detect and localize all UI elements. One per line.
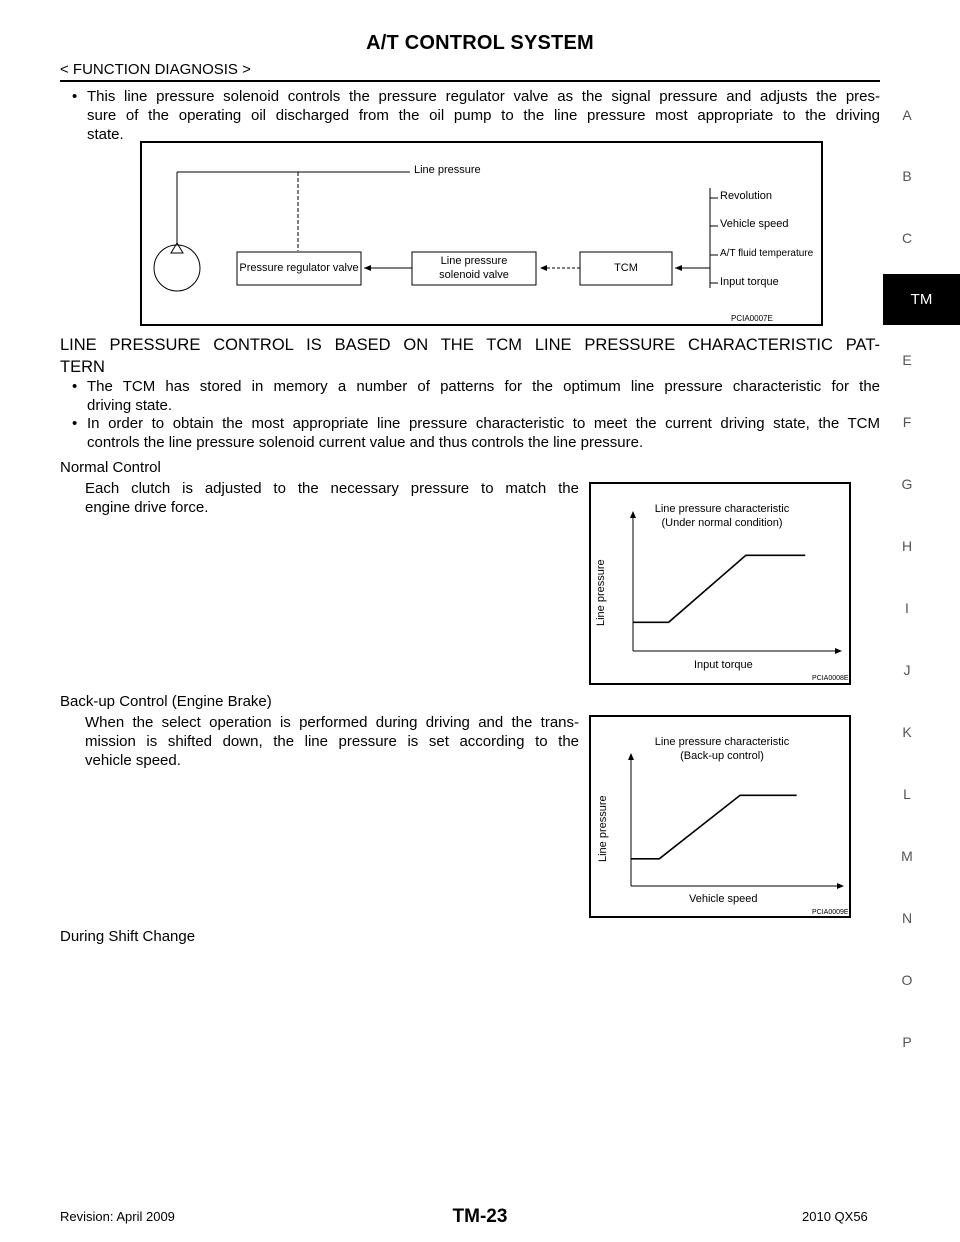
sidebar-letter-b[interactable]: B — [902, 168, 912, 184]
breadcrumb: < FUNCTION DIAGNOSIS > — [60, 61, 251, 78]
sidebar-letter-j[interactable]: J — [903, 662, 911, 678]
backup-text-line3: vehicle speed. — [85, 752, 181, 769]
line-pressure-label: Line pressure — [414, 164, 481, 176]
chart2-ylabel: Line pressure — [597, 795, 609, 862]
sidebar-letter-n[interactable]: N — [901, 910, 913, 926]
sidebar-tab-tm[interactable]: TM — [883, 274, 960, 325]
sidebar-letter-k[interactable]: K — [902, 724, 912, 740]
intro-line-3: state. — [87, 126, 124, 143]
input-torque: Input torque — [720, 276, 779, 288]
chart2-subtitle: (Back-up control) — [680, 750, 764, 762]
section-bullet-2-line1: In order to obtain the most appropriate line pressure characteristic to meet the current driving state, the TCM — [87, 415, 880, 432]
solenoid-valve-label — [412, 254, 536, 282]
section-bullet-2 — [72, 414, 880, 452]
section-bullet-1 — [72, 377, 880, 415]
sidebar-letter-e[interactable]: E — [902, 352, 912, 368]
solenoid-label-line2: solenoid valve — [439, 269, 509, 281]
sidebar-letter-a[interactable]: A — [902, 107, 912, 123]
tcm-label: TCM — [614, 262, 638, 274]
chart2-title-block — [591, 735, 853, 763]
page-number: TM-23 — [452, 1206, 508, 1227]
solenoid-label-line1: Line pressure — [440, 255, 508, 267]
chart1-title: Line pressure characteristic — [654, 503, 790, 515]
input-revolution: Revolution — [720, 190, 772, 202]
footer-model: 2010 QX56 — [802, 1209, 868, 1224]
section-bullet-1-line1: The TCM has stored in memory a number of patterns for the optimum line pressure characteristic for the — [87, 378, 880, 395]
sidebar-letter-o[interactable]: O — [901, 972, 913, 988]
sidebar-letter-h[interactable]: H — [901, 538, 913, 554]
sidebar-letter-g[interactable]: G — [901, 476, 913, 492]
section-bullet-1-line2: driving state. — [87, 397, 173, 414]
chart1-xlabel: Input torque — [694, 659, 753, 671]
backup-text-line1: When the select operation is performed during driving and the trans- — [85, 714, 579, 731]
backup-control-title: Back-up Control (Engine Brake) — [60, 693, 272, 710]
chart-backup-control — [589, 715, 851, 918]
bullet-dot: • — [72, 415, 78, 432]
line-pressure-series — [631, 795, 797, 859]
input-vehicle-speed: Vehicle speed — [720, 218, 789, 230]
intro-line-2: sure of the operating oil discharged from the oil pump to the line pressure most appropriate to the driving — [87, 107, 880, 124]
backup-control-text — [85, 713, 579, 770]
line-pressure-series — [633, 555, 805, 622]
chart2-title: Line pressure characteristic — [654, 736, 790, 748]
intro-bullet — [72, 87, 880, 144]
chart1-code: PCIA0008E — [812, 675, 849, 682]
chart1-ylabel: Line pressure — [595, 559, 607, 626]
sidebar-letter-f[interactable]: F — [902, 414, 912, 430]
normal-text-line2: engine drive force. — [85, 499, 209, 516]
sidebar-letter-m[interactable]: M — [901, 848, 913, 864]
sidebar-letter-l[interactable]: L — [903, 786, 911, 802]
section-bullet-2-line2: controls the line pressure solenoid current value and thus controls the line pressure. — [87, 434, 644, 451]
shift-change-title: During Shift Change — [60, 928, 196, 945]
normal-control-title: Normal Control — [60, 459, 161, 476]
header-rule — [60, 80, 880, 82]
section-heading-line1: LINE PRESSURE CONTROL IS BASED ON THE TCM LINE PRESSURE CHARACTERISTIC PAT- — [60, 336, 880, 354]
bullet-dot: • — [72, 378, 78, 395]
sidebar-letter-c[interactable]: C — [901, 230, 913, 246]
section-heading-line2: TERN — [60, 358, 105, 376]
chart2-code: PCIA0009E — [812, 909, 849, 916]
figure-code: PCIA0007E — [731, 314, 773, 323]
line-pressure-block-diagram — [140, 141, 823, 326]
sidebar-letter-p[interactable]: P — [902, 1034, 912, 1050]
pressure-regulator-valve-label: Pressure regulator valve — [239, 262, 359, 274]
normal-control-text — [85, 479, 579, 517]
input-fluid-temperature: A/T fluid temperature — [720, 248, 814, 259]
chart-normal-condition — [589, 482, 851, 685]
backup-text-line2: mission is shifted down, the line pressure is set according to the — [85, 733, 579, 750]
intro-line-1: This line pressure solenoid controls the pressure regulator valve as the signal pressure and adjusts the pres- — [87, 88, 880, 105]
chart1-subtitle: (Under normal condition) — [661, 517, 783, 529]
page-title: A/T CONTROL SYSTEM — [366, 32, 594, 54]
section-heading — [60, 334, 880, 378]
normal-text-line1: Each clutch is adjusted to the necessary pressure to match the — [85, 480, 579, 497]
bullet-dot: • — [72, 88, 78, 105]
chart2-xlabel: Vehicle speed — [689, 893, 758, 905]
footer-revision: Revision: April 2009 — [60, 1209, 175, 1224]
chart1-title-block — [591, 502, 853, 530]
sidebar-letter-i[interactable]: I — [905, 600, 909, 616]
